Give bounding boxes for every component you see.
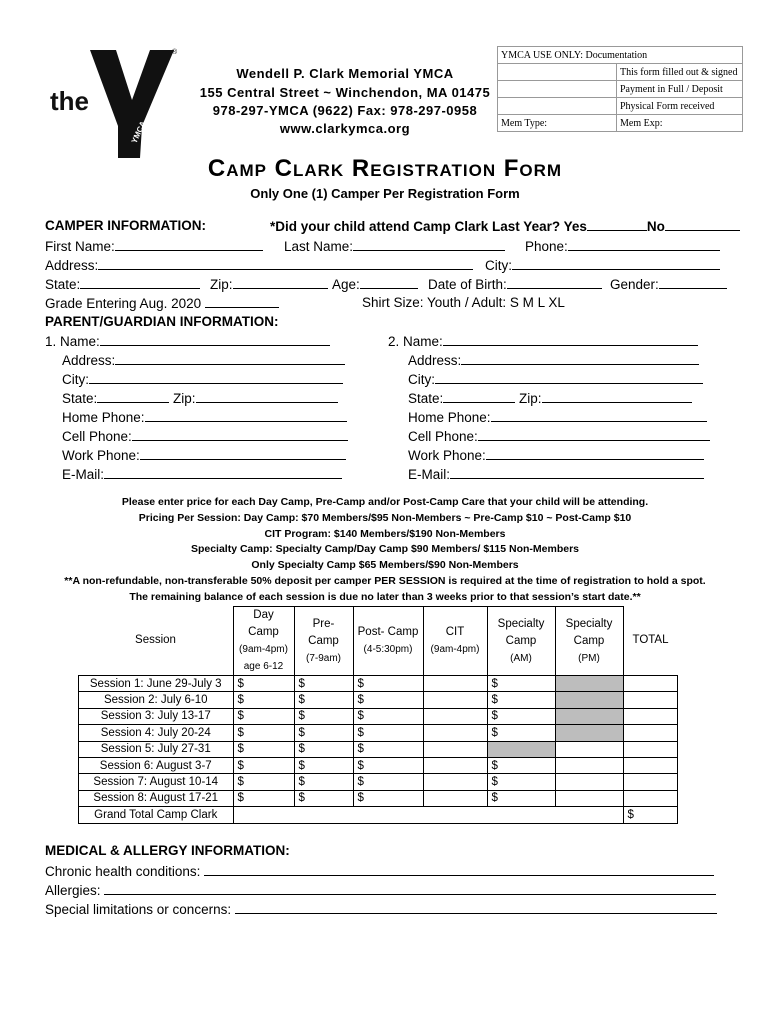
specialty-pm-cell-unavailable: [555, 708, 623, 724]
grand-total-spacer: [487, 807, 555, 823]
grade-field[interactable]: [205, 293, 279, 308]
grand-total-spacer: [294, 807, 353, 823]
header-specialty-pm: Specialty Camp (PM): [555, 607, 623, 676]
first-name-row: First Name:: [45, 236, 263, 256]
parent2-city-field[interactable]: [435, 369, 703, 384]
cit-cell[interactable]: [423, 676, 487, 692]
parent2-email-row: E-Mail:: [408, 464, 704, 484]
table-row: [79, 725, 678, 741]
parent1-state-row: State: Zip:: [62, 388, 338, 408]
chronic-conditions-field[interactable]: [204, 861, 714, 876]
phone-row: Phone:: [525, 236, 720, 256]
deposit-notice: **A non-refundable, non-transferable 50% deposit per camper PER SESSION is required at the time of registration to hold a spot.: [64, 575, 706, 587]
mem-exp-label: Mem Exp:: [617, 115, 743, 132]
post-camp-cell[interactable]: $: [353, 708, 423, 724]
shirt-size-options[interactable]: Shirt Size: Youth / Adult: S M L XL: [362, 295, 565, 310]
specialty-pm-cell-unavailable: [555, 692, 623, 708]
last-year-yes-field[interactable]: [587, 216, 647, 231]
total-cell[interactable]: [623, 708, 678, 724]
parent1-city-field[interactable]: [89, 369, 343, 384]
parent1-email-row: E-Mail:: [62, 464, 342, 484]
total-cell[interactable]: [623, 676, 678, 692]
specialty-pm-cell-unavailable: [555, 676, 623, 692]
post-camp-cell[interactable]: $: [353, 676, 423, 692]
camper-info-heading: CAMPER INFORMATION:: [45, 218, 206, 233]
cit-cell[interactable]: [423, 774, 487, 790]
org-address: 155 Central Street ~ Winchendon, MA 01475: [199, 85, 491, 100]
allergies-row: Allergies:: [45, 880, 716, 900]
first-name-field[interactable]: [115, 236, 263, 251]
parent1-zip-field[interactable]: [196, 388, 338, 403]
parent2-home-phone-row: Home Phone:: [408, 407, 707, 427]
parent-info-heading: PARENT/GUARDIAN INFORMATION:: [45, 314, 279, 329]
specialty-am-cell[interactable]: $: [487, 774, 555, 790]
gender-row: Gender:: [610, 274, 727, 294]
day-camp-cell[interactable]: $: [233, 692, 294, 708]
total-cell[interactable]: [623, 774, 678, 790]
grade-row: Grade Entering Aug. 2020: [45, 293, 279, 313]
parent1-cell-phone-row: Cell Phone:: [62, 426, 348, 446]
parent1-state-field[interactable]: [97, 388, 169, 403]
state-row: State:: [45, 274, 200, 294]
parent1-city-row: City:: [62, 369, 343, 389]
parent2-city-row: City:: [408, 369, 703, 389]
post-camp-cell[interactable]: $: [353, 725, 423, 741]
table-row: [79, 790, 678, 806]
pre-camp-cell[interactable]: $: [294, 676, 353, 692]
header-post-camp: Post- Camp (4-5:30pm): [353, 607, 423, 676]
pre-camp-cell[interactable]: $: [294, 692, 353, 708]
address-field[interactable]: [98, 255, 473, 270]
session-table: [78, 606, 678, 824]
specialty-am-cell[interactable]: $: [487, 757, 555, 773]
session-name: Session 1: June 29-July 3: [79, 676, 234, 692]
day-camp-cell[interactable]: $: [233, 790, 294, 806]
balance-notice: The remaining balance of each session is due no later than 3 weeks prior to that session’s start date.**: [129, 591, 641, 603]
specialty-pm-cell[interactable]: [555, 774, 623, 790]
day-camp-cell[interactable]: $: [233, 741, 294, 757]
medical-heading: MEDICAL & ALLERGY INFORMATION:: [45, 843, 290, 858]
post-camp-cell[interactable]: $: [353, 692, 423, 708]
post-camp-cell[interactable]: $: [353, 757, 423, 773]
pricing-cit: CIT Program: $140 Members/$190 Non-Members: [264, 528, 506, 540]
last-name-row: Last Name:: [284, 236, 505, 256]
cit-cell[interactable]: [423, 708, 487, 724]
parent1-home-phone-row: Home Phone:: [62, 407, 347, 427]
total-cell[interactable]: [623, 725, 678, 741]
total-cell[interactable]: [623, 790, 678, 806]
grand-total-row: [79, 807, 678, 823]
post-camp-cell[interactable]: $: [353, 774, 423, 790]
post-camp-cell[interactable]: $: [353, 741, 423, 757]
parent1-cell-phone-field[interactable]: [132, 426, 348, 441]
special-row: Special limitations or concerns:: [45, 899, 717, 919]
cit-cell[interactable]: [423, 725, 487, 741]
pre-camp-cell[interactable]: $: [294, 725, 353, 741]
pre-camp-cell[interactable]: $: [294, 708, 353, 724]
pre-camp-cell[interactable]: $: [294, 757, 353, 773]
allergies-field[interactable]: [104, 880, 716, 895]
phone-field[interactable]: [568, 236, 720, 251]
session-name: Session 8: August 17-21: [79, 790, 234, 806]
parent1-address-row: Address:: [62, 350, 345, 370]
cit-cell[interactable]: [423, 741, 487, 757]
pricing-only-specialty: Only Specialty Camp $65 Members/$90 Non-Members: [251, 559, 519, 571]
ymca-use-row-filled: This form filled out & signed: [617, 64, 743, 81]
parent2-work-phone-row: Work Phone:: [408, 445, 704, 465]
header-day-camp: Day Camp (9am-4pm) age 6-12: [233, 607, 294, 676]
parent1-work-phone-row: Work Phone:: [62, 445, 346, 465]
pre-camp-cell[interactable]: $: [294, 774, 353, 790]
pre-camp-cell[interactable]: $: [294, 741, 353, 757]
parent1-home-phone-field[interactable]: [145, 407, 347, 422]
header-total: TOTAL: [623, 607, 678, 676]
gender-field[interactable]: [659, 274, 727, 289]
session-name: Session 7: August 10-14: [79, 774, 234, 790]
day-camp-cell[interactable]: $: [233, 757, 294, 773]
specialty-am-cell[interactable]: $: [487, 725, 555, 741]
parent2-zip-field[interactable]: [542, 388, 692, 403]
session-name: Session 6: August 3-7: [79, 757, 234, 773]
parent2-cell-phone-row: Cell Phone:: [408, 426, 710, 446]
org-website: www.clarkymca.org: [279, 121, 411, 136]
ymca-y-logo-icon: [48, 44, 188, 162]
total-cell[interactable]: [623, 757, 678, 773]
ymca-use-title: YMCA USE ONLY: Documentation: [498, 47, 743, 64]
parent2-email-field[interactable]: [450, 464, 704, 479]
form-title: Camp Clark Registration Form: [207, 155, 563, 182]
session-name: Session 5: July 27-31: [79, 741, 234, 757]
specialty-am-cell-unavailable: [487, 741, 555, 757]
parent2-state-row: State: Zip:: [408, 388, 692, 408]
grand-total-spacer: [423, 807, 487, 823]
specialty-pm-cell[interactable]: [555, 741, 623, 757]
header-session: Session: [79, 607, 234, 676]
day-camp-cell[interactable]: $: [233, 708, 294, 724]
special-limitations-field[interactable]: [235, 899, 717, 914]
pricing-day-camp: Pricing Per Session: Day Camp: $70 Members/$95 Non-Members ~ Pre-Camp $10 ~ Post-Camp $10: [138, 512, 632, 524]
parent1-work-phone-field[interactable]: [140, 445, 346, 460]
last-year-question: *Did your child attend Camp Clark Last Year? Yes No: [270, 216, 740, 236]
specialty-pm-cell[interactable]: [555, 790, 623, 806]
day-camp-cell[interactable]: $: [233, 725, 294, 741]
specialty-pm-cell-unavailable: [555, 725, 623, 741]
parent2-name-field[interactable]: [443, 331, 698, 346]
pricing-specialty: Specialty Camp: Specialty Camp/Day Camp $90 Members/ $115 Non-Members: [190, 543, 580, 555]
grand-total-spacer: [233, 807, 294, 823]
ymca-use-only-box: [497, 46, 743, 132]
form-subtitle: Only One (1) Camper Per Registration Form: [250, 186, 520, 201]
cit-cell[interactable]: [423, 790, 487, 806]
table-header-row: [79, 607, 678, 676]
table-row: [79, 741, 678, 757]
parent1-name-field[interactable]: [100, 331, 330, 346]
svg-text:®: ®: [172, 49, 178, 56]
parent2-state-field[interactable]: [443, 388, 515, 403]
day-camp-cell[interactable]: $: [233, 676, 294, 692]
ymca-use-row-physical: Physical Form received: [617, 98, 743, 115]
session-name: Session 3: July 13-17: [79, 708, 234, 724]
total-cell[interactable]: [623, 741, 678, 757]
org-name: Wendell P. Clark Memorial YMCA: [236, 66, 454, 81]
dob-field[interactable]: [507, 274, 602, 289]
parent2-name-row: 2. Name:: [388, 331, 698, 351]
total-cell[interactable]: [623, 692, 678, 708]
header-specialty-am: Specialty Camp (AM): [487, 607, 555, 676]
cit-cell[interactable]: [423, 757, 487, 773]
table-row: [79, 708, 678, 724]
parent2-home-phone-field[interactable]: [491, 407, 707, 422]
grand-total-spacer: [353, 807, 423, 823]
svg-text:the: the: [50, 86, 89, 116]
parent1-name-row: 1. Name:: [45, 331, 330, 351]
address-row: Address:: [45, 255, 473, 275]
day-camp-cell[interactable]: $: [233, 774, 294, 790]
specialty-am-cell[interactable]: $: [487, 692, 555, 708]
mem-type-label: Mem Type:: [498, 115, 617, 132]
table-row: [79, 692, 678, 708]
specialty-pm-cell[interactable]: [555, 757, 623, 773]
svg-text:YMCA: YMCA: [129, 119, 148, 145]
ymca-logo: [48, 44, 188, 162]
age-row: Age:: [332, 274, 418, 294]
header-cit: CIT (9am-4pm): [423, 607, 487, 676]
parent2-work-phone-field[interactable]: [486, 445, 704, 460]
specialty-am-cell[interactable]: $: [487, 790, 555, 806]
parent1-address-field[interactable]: [115, 350, 345, 365]
header-pre-camp: Pre- Camp (7-9am): [294, 607, 353, 676]
table-row: [79, 774, 678, 790]
state-field[interactable]: [80, 274, 200, 289]
session-name: Session 2: July 6-10: [79, 692, 234, 708]
age-field[interactable]: [360, 274, 418, 289]
zip-field[interactable]: [233, 274, 328, 289]
parent2-cell-phone-field[interactable]: [478, 426, 710, 441]
last-name-field[interactable]: [353, 236, 505, 251]
pre-camp-cell[interactable]: $: [294, 790, 353, 806]
parent2-address-row: Address:: [408, 350, 699, 370]
last-year-no-field[interactable]: [665, 216, 740, 231]
grand-total-label: Grand Total Camp Clark: [79, 807, 234, 823]
table-row: [79, 676, 678, 692]
parent1-email-field[interactable]: [104, 464, 342, 479]
grand-total-spacer: [555, 807, 623, 823]
post-camp-cell[interactable]: $: [353, 790, 423, 806]
session-name: Session 4: July 20-24: [79, 725, 234, 741]
chronic-row: Chronic health conditions:: [45, 861, 714, 881]
city-field[interactable]: [512, 255, 720, 270]
ymca-use-row-payment: Payment in Full / Deposit: [617, 81, 743, 98]
specialty-am-cell[interactable]: $: [487, 708, 555, 724]
specialty-am-cell[interactable]: $: [487, 676, 555, 692]
pricing-instructions: Please enter price for each Day Camp, Pre-Camp and/or Post-Camp Care that your child will be attending.: [121, 496, 649, 508]
parent2-address-field[interactable]: [461, 350, 699, 365]
table-row: [79, 757, 678, 773]
cit-cell[interactable]: [423, 692, 487, 708]
zip-row: Zip:: [210, 274, 328, 294]
dob-row: Date of Birth:: [428, 274, 602, 294]
city-row: City:: [485, 255, 720, 275]
org-phones: 978-297-YMCA (9622) Fax: 978-297-0958: [212, 103, 478, 118]
grand-total-cell[interactable]: $: [623, 807, 678, 823]
